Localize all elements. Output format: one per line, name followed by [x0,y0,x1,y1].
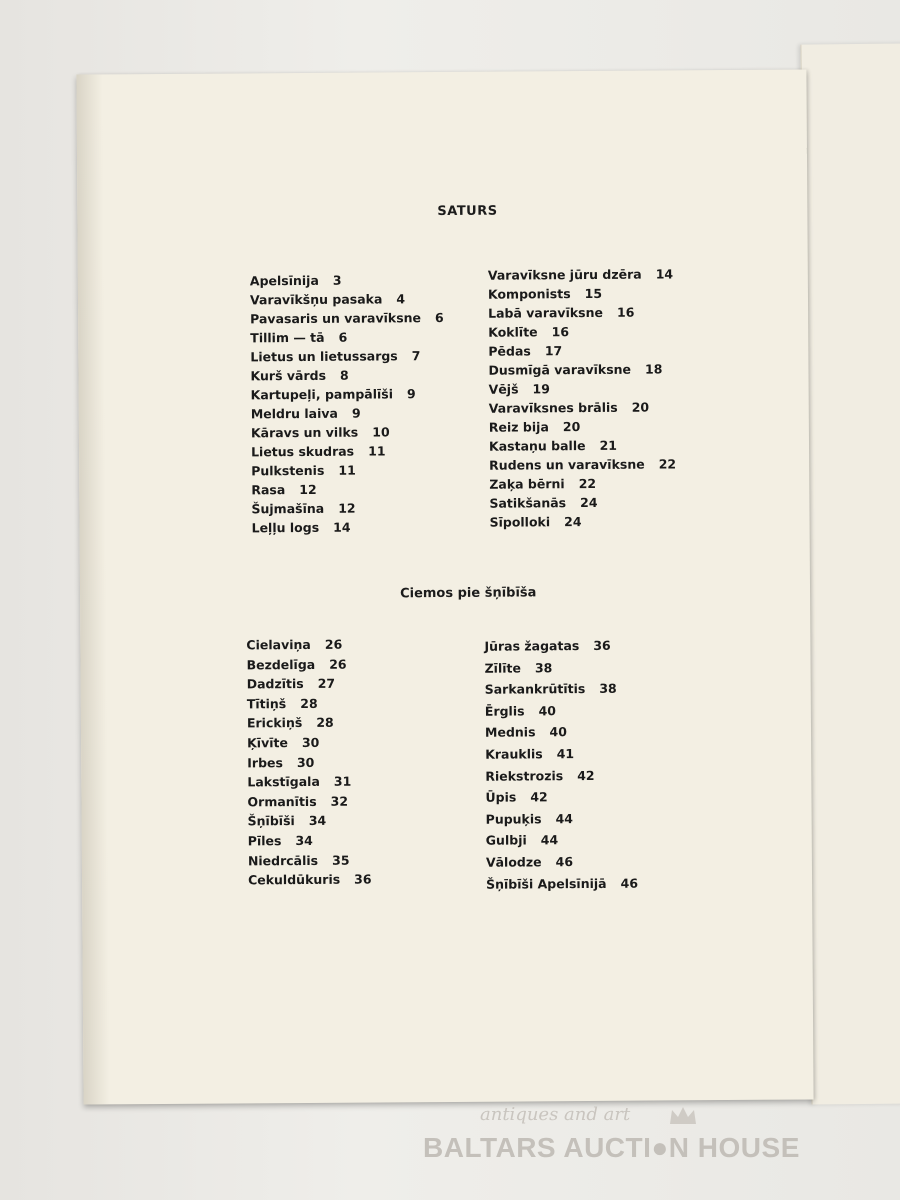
toc-entry [246,654,370,674]
toc-entry-title: Pupuķis [485,811,542,827]
toc-entry [247,791,371,811]
toc-entry-title: Niedrcālis [247,852,319,868]
toc-entry-title: Vējš [488,381,519,397]
toc-entry-title: Šņībīši Apelsīnijā [486,875,607,892]
toc-entry-page: 16 [551,324,570,340]
toc-entry-title: Dusmīgā varavīksne [488,361,632,378]
toc-entry-page: 30 [301,734,320,750]
section-right-column [484,635,638,895]
toc-entry-title: Jūras žagatas [484,638,580,654]
book-page [76,69,813,1104]
toc-entry-title: Šujmašīna [251,500,325,517]
toc-entry-title: Erickiņš [246,715,303,731]
toc-entry [485,699,637,722]
toc-entry [251,498,445,518]
toc-entry-title: Pulkstenis [251,462,325,479]
toc-entry-page: 27 [317,675,336,692]
toc-entry-page: 31 [333,773,352,789]
toc-entry-page: 20 [562,419,581,435]
toc-entry [251,403,445,423]
toc-entry [246,635,370,655]
toc-entry [251,460,445,480]
toc-entry-page: 16 [616,304,635,320]
toc-entry-title: Komponists [487,286,571,302]
toc-entry [488,302,675,322]
toc-entry-page: 21 [599,437,618,453]
toc-entry-title: Kastaņu balle [488,438,586,454]
toc-entry-title: Varavīksne jūru dzēra [487,266,642,283]
toc-entry [250,270,444,290]
toc-entry [489,454,676,474]
toc-entry-title: Kāravs un vilks [250,424,359,441]
toc-entry [486,851,638,874]
toc-entry-title: Zīlīte [484,660,521,676]
toc-entry [485,743,637,766]
toc-entry-title: Bezdelīga [246,656,316,672]
toc-entry-page: 40 [549,724,567,740]
toc-entry [486,807,638,830]
toc-entry [251,479,445,499]
toc-entry-title: Cekuldūkuris [247,871,341,888]
toc-entry [251,441,445,461]
toc-entry-page: 40 [538,703,556,719]
toc-entry-title: Tītiņš [246,695,287,712]
toc-entry [247,752,371,772]
toc-entry-title: Apelsīnija [249,272,319,289]
toc-entry-title: Sarkankrūtītis [484,681,586,697]
section-left-column [246,635,371,891]
toc-entry-title: Varavīkšņu pasaka [249,291,383,308]
toc-entry-title: Rudens un varavīksne [489,456,645,473]
toc-entry-page: 6 [338,329,348,345]
toc-entry [251,422,445,442]
toc-entry-page: 19 [532,381,550,397]
toc-entry [484,635,636,658]
toc-entry [250,327,444,347]
toc-entry-page: 9 [351,405,361,421]
toc-entry-title: Lietus un lietussargs [250,348,398,365]
toc-entry-title: Rasa [251,482,286,498]
toc-entry [247,713,371,733]
toc-entry-title: Gulbji [485,832,527,849]
toc-entry-page: 28 [316,715,334,731]
toc-entry [248,830,372,850]
toc-entry [489,397,676,417]
toc-entry-title: Lietus skudras [250,443,355,460]
toc-entry-title: Pavasaris un varavīksne [250,310,422,327]
toc-entry [250,289,444,309]
toc-entry-page: 11 [368,443,386,459]
toc-entry-page: 4 [396,291,406,307]
toc-entry [489,511,676,531]
toc-entry-page: 35 [332,852,350,868]
toc-entry-title: Mednis [484,724,536,741]
toc-entry [488,264,675,284]
contents-title: SATURS [437,203,498,220]
watermark-name: BALTARS AUCTI●N HOUSE [423,1132,800,1163]
crown-icon [668,1104,698,1126]
toc-entry [489,435,676,455]
toc-entry [248,870,372,890]
toc-entry-page: 26 [329,656,347,672]
toc-entry [489,473,676,493]
toc-entry-title: Satikšanās [489,495,567,511]
toc-entry-page: 46 [620,875,639,891]
toc-entry-title: Šņībīši [247,813,295,829]
toc-entry-page: 10 [372,424,390,440]
toc-entry-title: Ērglis [484,703,525,719]
facing-page-edge [800,43,900,1104]
toc-entry [250,365,444,385]
toc-entry-page: 36 [593,637,611,653]
toc-entry-page: 6 [434,310,444,326]
toc-entry-page: 46 [555,854,574,870]
toc-entry-page: 34 [295,832,313,848]
toc-entry-page: 36 [354,871,372,887]
toc-entry-page: 28 [300,695,318,711]
toc-entry-title: Sīpolloki [489,514,551,530]
toc-entry [489,378,676,398]
toc-entry [485,764,637,787]
toc-entry [488,340,675,360]
toc-entry-title: Lakstīgala [247,774,320,790]
toc-entry [486,829,638,852]
toc-entry-title: Meldru laiva [250,405,338,422]
toc-entry-title: Ūpis [485,789,517,805]
toc-entry-page: 44 [555,810,574,826]
toc-entry-page: 14 [655,266,674,282]
toc-entry [485,786,637,809]
toc-entry-page: 38 [534,659,553,675]
toc-entry-page: 20 [631,399,650,415]
toc-entry-page: 17 [544,343,563,359]
toc-entry-page: 12 [299,481,317,498]
toc-entry-title: Reiz bija [488,419,549,435]
toc-entry [489,492,676,512]
toc-entry-title: Kartupeļi, pampālīši [250,386,394,403]
toc-entry [488,321,675,341]
toc-entry-title: Kurš vārds [250,367,327,384]
toc-entry-title: Irbes [247,754,283,770]
toc-entry [247,693,371,713]
toc-entry [488,283,675,303]
toc-entry [486,872,638,895]
toc-entry-title: Ķīvīte [247,735,288,751]
watermark [0,1104,900,1174]
toc-entry [248,811,372,831]
toc-entry [250,308,444,328]
toc-entry-page: 34 [308,813,327,829]
toc-entry-page: 22 [578,475,597,492]
toc-entry-page: 7 [411,348,421,364]
watermark-tagline: antiques and art [480,1104,631,1125]
toc-entry-page: 32 [330,793,349,809]
toc-entry-page: 8 [339,367,349,383]
toc-entry-title: Zaķa bērni [489,476,565,492]
toc-entry [247,732,371,752]
toc-entry-title: Labā varavīksne [488,304,604,321]
toc-entry-title: Vālodze [485,854,542,870]
toc-entry-page: 11 [338,462,356,478]
toc-entry-title: Ormanītis [247,793,317,810]
contents-left-column [250,270,445,537]
toc-entry-page: 9 [406,386,416,402]
toc-entry-title: Dadzītis [246,676,304,692]
toc-entry-page: 3 [332,272,342,288]
toc-entry-title: Koklīte [488,324,538,340]
toc-entry-page: 44 [540,832,559,848]
toc-entry [484,656,636,679]
toc-entry-title: Tillim — tā [250,329,325,346]
toc-entry [248,850,372,870]
toc-entry [252,517,446,537]
toc-entry-page: 26 [324,636,343,652]
toc-entry-page: 42 [530,789,548,805]
toc-entry [485,678,637,701]
section-title: Ciemos pie šņībīša [399,585,537,602]
toc-entry-title: Pēdas [488,343,531,359]
toc-entry-title: Varavīksnes brālis [488,399,618,416]
toc-entry [247,772,371,792]
toc-entry-title: Cielaviņa [246,636,311,653]
toc-entry-page: 22 [658,456,677,472]
toc-entry-page: 15 [584,285,603,302]
toc-entry-title: Leļļu logs [251,519,320,536]
toc-entry [250,346,444,366]
toc-entry [489,416,676,436]
toc-entry-page: 12 [338,500,356,516]
toc-entry [251,384,445,404]
contents-right-column [488,264,677,531]
toc-entry-title: Riekstrozis [485,767,564,784]
toc-entry-page: 41 [556,746,575,762]
toc-entry [485,721,637,744]
toc-entry-page: 42 [577,767,595,783]
toc-entry-page: 30 [296,754,315,770]
toc-entry-page: 38 [599,680,617,697]
toc-entry-page: 18 [644,361,663,377]
toc-entry-title: Krauklis [485,746,543,762]
toc-entry [488,359,675,379]
toc-entry [247,674,371,694]
toc-entry-page: 14 [333,519,351,535]
toc-entry-page: 24 [580,494,598,511]
toc-entry-title: Pīles [247,833,282,849]
toc-entry-page: 24 [564,514,582,530]
